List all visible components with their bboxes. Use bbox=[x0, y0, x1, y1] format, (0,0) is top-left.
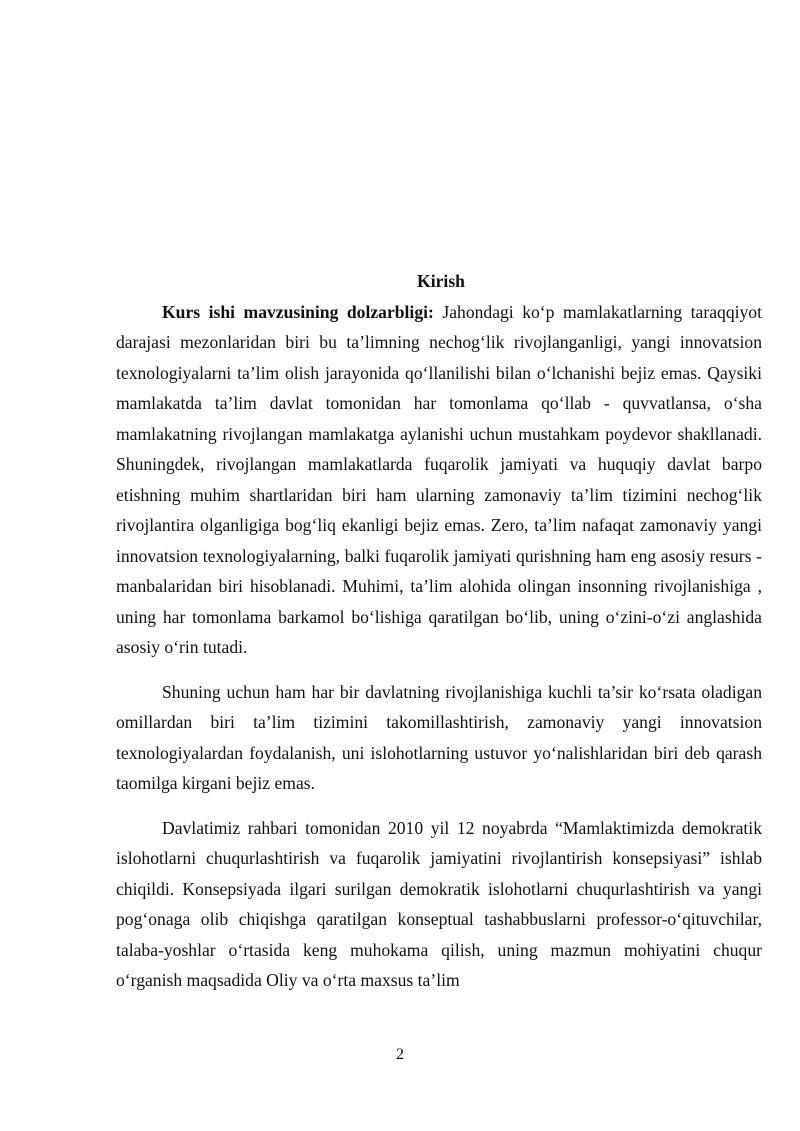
section-heading: Kirish bbox=[417, 271, 465, 291]
paragraph-text: Jahondagi ko‘p mamlakatlarning taraqqiyot darajasi mezonlaridan biri bu ta’limning nechog‘lik rivojlanganligi, yangi innovatsion texnologiyalarni ta’lim olish jarayonida qo‘llanilishi bilan o‘lchanishi bejiz emas. Qaysiki mamlakatda ta’lim davlat tomonidan har tomonlama qo‘llab - quvvatlansa, o‘sha mamlakatning rivojlangan mamlakatga aylanishi uchun mustahkam poydevor shakllanadi. Shuningdek, rivojlangan mamlakatlarda fuqarolik jamiyati va huquqiy davlat barpo etishning muhim shartlaridan biri ham ularning zamonaviy ta’lim tizimini nechog‘lik rivojlantira olganligiga bog‘liq ekanligi bejiz emas. Zero, ta’lim nafaqat zamonaviy yangi innovatsion texnologiyalarning, balki fuqarolik jamiyati qurishning ham eng asosiy resurs - manbalaridan biri hisoblanadi. Muhimi, ta’lim alohida olingan insonning rivojlanishiga , uning har tomonlama barkamol bo‘lishiga qaratilgan bo‘lib, uning o‘zini-o‘zi anglashida asosiy o‘rin tutadi. bbox=[116, 301, 762, 657]
page-content bbox=[116, 266, 762, 996]
paragraph-lead: Kurs ishi mavzusining dolzarbligi: bbox=[162, 301, 434, 322]
paragraph-reform: Shuning uchun ham har bir davlatning rivojlanishiga kuchli ta’sir ko‘rsata oladigan omillardan biri ta’lim tizimini takomillashtirish, zamonaviy yangi innovatsion texnologiyalardan foydalanish, uni islohotlarning ustuvor yo‘nalishlaridan biri deb qarash taomilga kirgani bejiz emas. bbox=[116, 681, 762, 793]
paragraph-concept: Davlatimiz rahbari tomonidan 2010 yil 12 noyabrda “Mamlaktimizda demokratik islohotlarni chuqurlashtirish va fuqarolik jamiyatini rivojlantirish konsepsiyasi” ishlab chiqildi. Konsepsiyada ilgari surilgan demokratik islohotlarni chuqurlashtirish va yangi pog‘onaga olib chiqishga qaratilgan konseptual tashabbuslarni professor-o‘qituvchilar, talaba-yoshlar o‘rtasida keng muhokama qilish, uning mazmun mohiyatini chuqur o‘rganish maqsadida Oliy va o‘rta maxsus ta’lim bbox=[116, 817, 762, 990]
page-number: 2 bbox=[396, 1046, 404, 1063]
paragraph-relevance bbox=[116, 297, 762, 663]
